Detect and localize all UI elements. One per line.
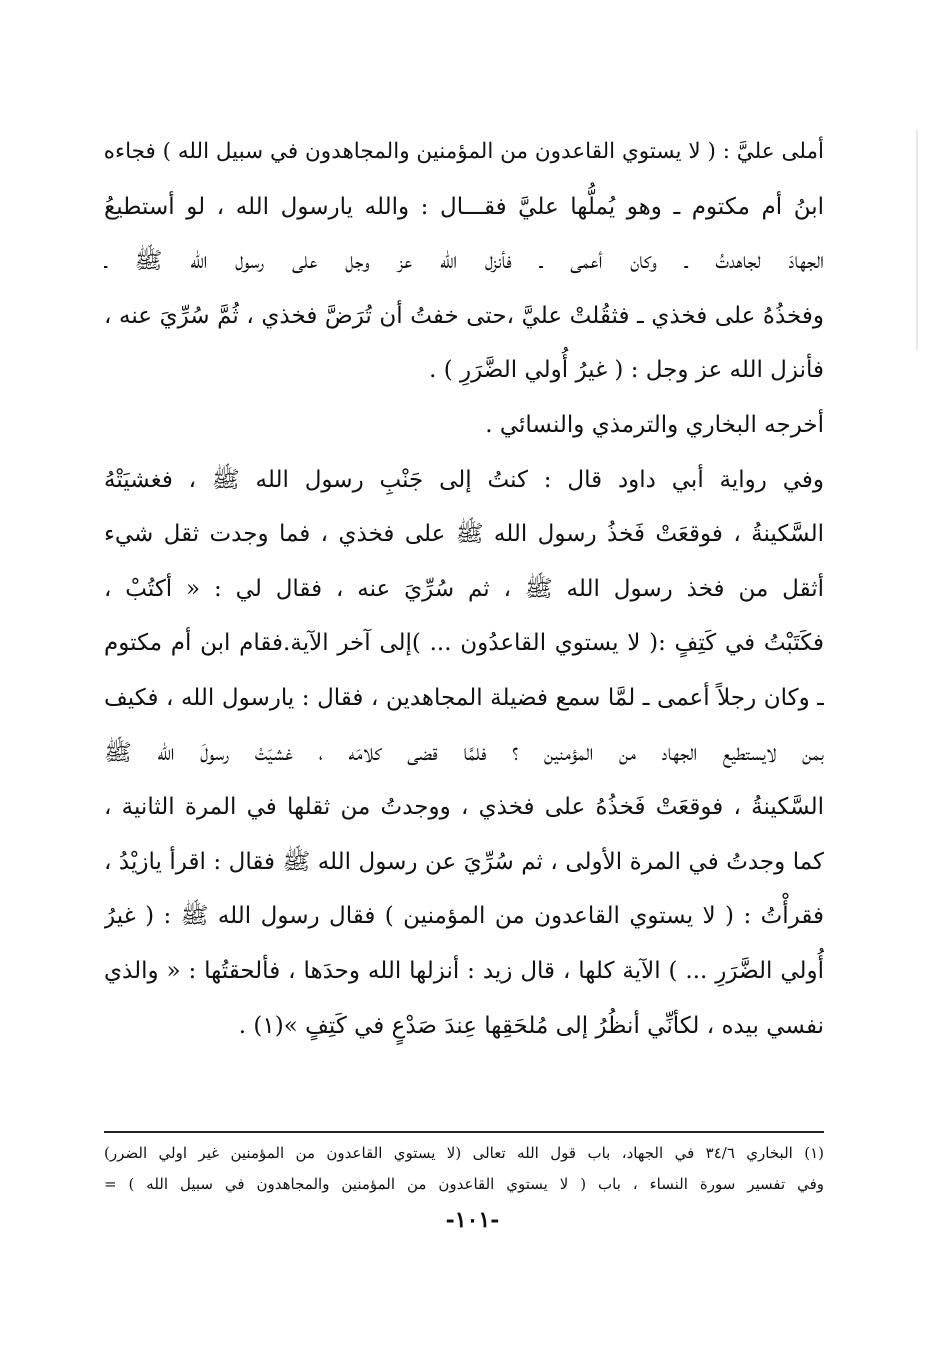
text-line-12: بمن لايستطيع الجهاد من المؤمنين ؟ فلمَّا قضى كلامَه ، غشيَتْ رسولَ الله ﷺ (104, 739, 824, 766)
text-line-3: الجهادَ لجاهدتُ ـ وكان أعمى ـ فأنزل الله عز وجل على رسول الله ﷺ ـ (104, 248, 824, 275)
text-line-16: أُولي الضَّرَرِ ... ) الآية كلها ، قال زيد : أنزلها الله وحدَها ، فألحقتُها : « والذي (104, 957, 824, 984)
footnote-line-2: وفي تفسير سورة النساء ، باب ( لا يستوي القاعدون من المؤمنين والمجاهدون في سبيل الله ) = (104, 1175, 824, 1193)
text-line-1: أملى عليَّ : ( لا يستوي القاعدون من المؤمنين والمجاهدون في سبيل الله ) فجاءه (104, 139, 824, 164)
text-line-9: أثقل من فخذ رسول الله ﷺ ، ثم سُرِّيَ عنه ، فقال لي : « أكتُبْ ، (104, 575, 824, 602)
text-line-15: فقرأْتُ : ( لا يستوي القاعدون من المؤمنين ) فقال رسول الله ﷺ : ( غيرُ (104, 903, 824, 930)
text-line-4: وفخذُهُ على فخذي ـ فثقُلتْ عليَّ ،حتى خفتُ أن تُرَضَّ فخذي ، ثُمَّ سُرِّيَ عنه ، (104, 302, 824, 329)
footnote-divider (104, 1131, 824, 1133)
text-line-8: السَّكينةُ ، فوقعَتْ فَخذُ رسول الله ﷺ على فخذي ، فما وجدت ثقل شيء (104, 521, 824, 548)
text-line-13: السَّكينةُ ، فوقعَتْ فَخذُهُ على فخذي ، ووجدتُ من ثقلها في المرة الثانية ، (104, 794, 824, 821)
footnotes (104, 1138, 824, 1200)
text-line-11: ـ وكان رجلاً أعمى ـ لمَّا سمع فضيلة المجاهدين ، فقال : يارسول الله ، فكيف (104, 684, 824, 711)
footnote-line-1: (١) البخاري ٣٤/٦ في الجهاد، باب قول الله تعالى (لا يستوي القاعدون من المؤمنين غير اولي الضرر) (104, 1144, 824, 1162)
text-line-17: نفسي بيده ، لكأنِّي أنظُرُ إلى مُلحَقِها عِندَ صَدْعٍ في كَتِفٍ »(١) . (238, 1012, 824, 1039)
page-number: -١٠١- (445, 1207, 500, 1233)
main-text (104, 125, 824, 1053)
text-line-6: أخرجه البخاري والترمذي والنسائي . (485, 411, 824, 438)
text-line-5: فأنزل الله عز وجل : ( غيرُ أُولي الضَّرَرِ ) . (429, 357, 824, 384)
page-edge-shadow (916, 130, 918, 350)
text-line-14: كما وجدتُ في المرة الأولى ، ثم سُرِّيَ عن رسول الله ﷺ فقال : اقرأ يازيْدُ ، (104, 848, 824, 875)
text-line-10: فكَتَبْتُ في كَتِفٍ :( لا يستوي القاعدُون ... )إلى آخر الآية.فقام ابن أم مكتوم (104, 630, 824, 657)
text-line-2: ابنُ أم مكتوم ـ وهو يُملُّها عليَّ فقـــال : والله يارسول الله ، لو أستطيعُ (104, 193, 824, 220)
text-line-7: وفي رواية أبي داود قال : كنتُ إلى جَنْبِ رسول الله ﷺ ، فغشيَتْهُ (104, 466, 824, 493)
